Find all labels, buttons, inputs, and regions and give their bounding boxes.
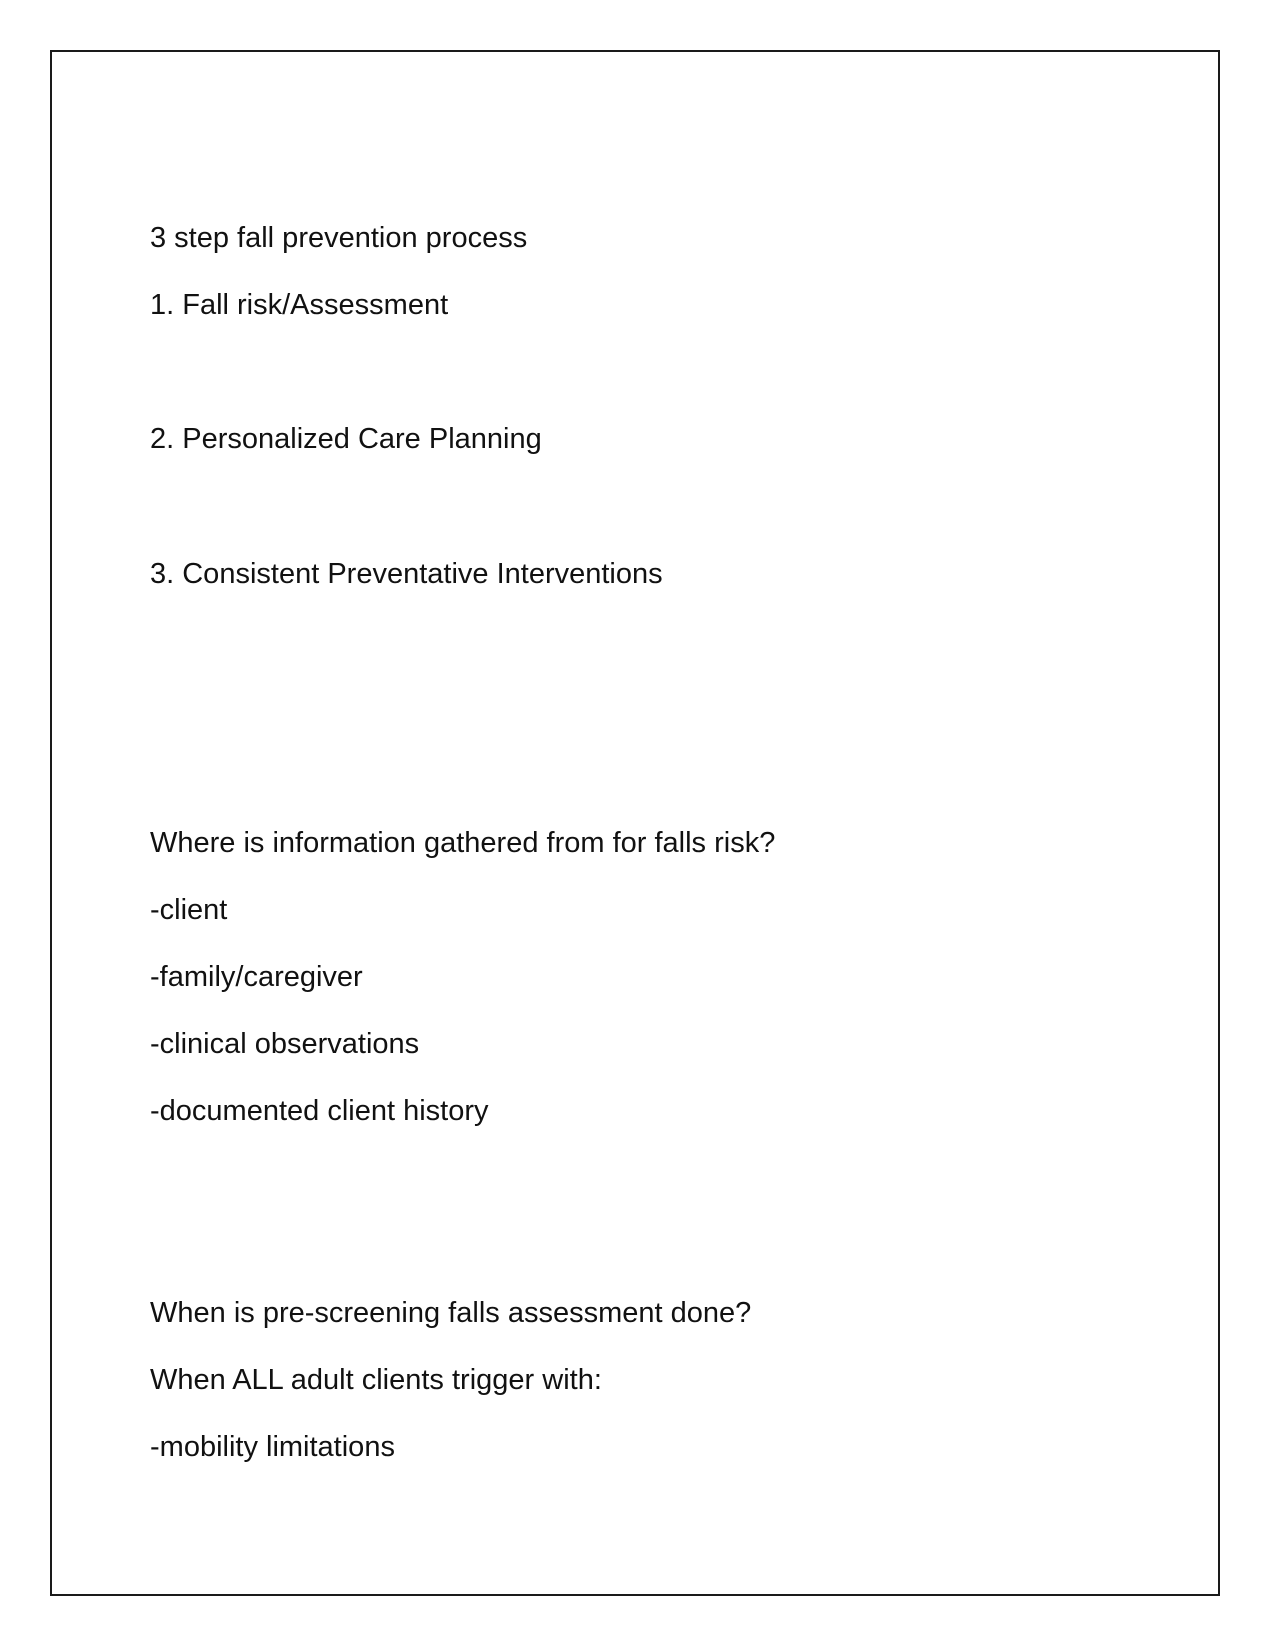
list-item: -clinical observations bbox=[150, 1028, 420, 1060]
step-1: 1. Fall risk/Assessment bbox=[150, 289, 449, 321]
step-2: 2. Personalized Care Planning bbox=[150, 423, 542, 455]
list-item: -family/caregiver bbox=[150, 961, 363, 993]
question-information-sources: Where is information gathered from for falls risk? bbox=[150, 827, 776, 859]
list-item: -client bbox=[150, 894, 228, 926]
question-pre-screening: When is pre-screening falls assessment done? bbox=[150, 1297, 752, 1329]
trigger-intro: When ALL adult clients trigger with: bbox=[150, 1364, 602, 1396]
section-heading-fall-prevention: 3 step fall prevention process bbox=[150, 222, 528, 254]
list-item: -documented client history bbox=[150, 1095, 489, 1127]
step-3: 3. Consistent Preventative Interventions bbox=[150, 558, 663, 590]
list-item: -mobility limitations bbox=[150, 1431, 395, 1463]
